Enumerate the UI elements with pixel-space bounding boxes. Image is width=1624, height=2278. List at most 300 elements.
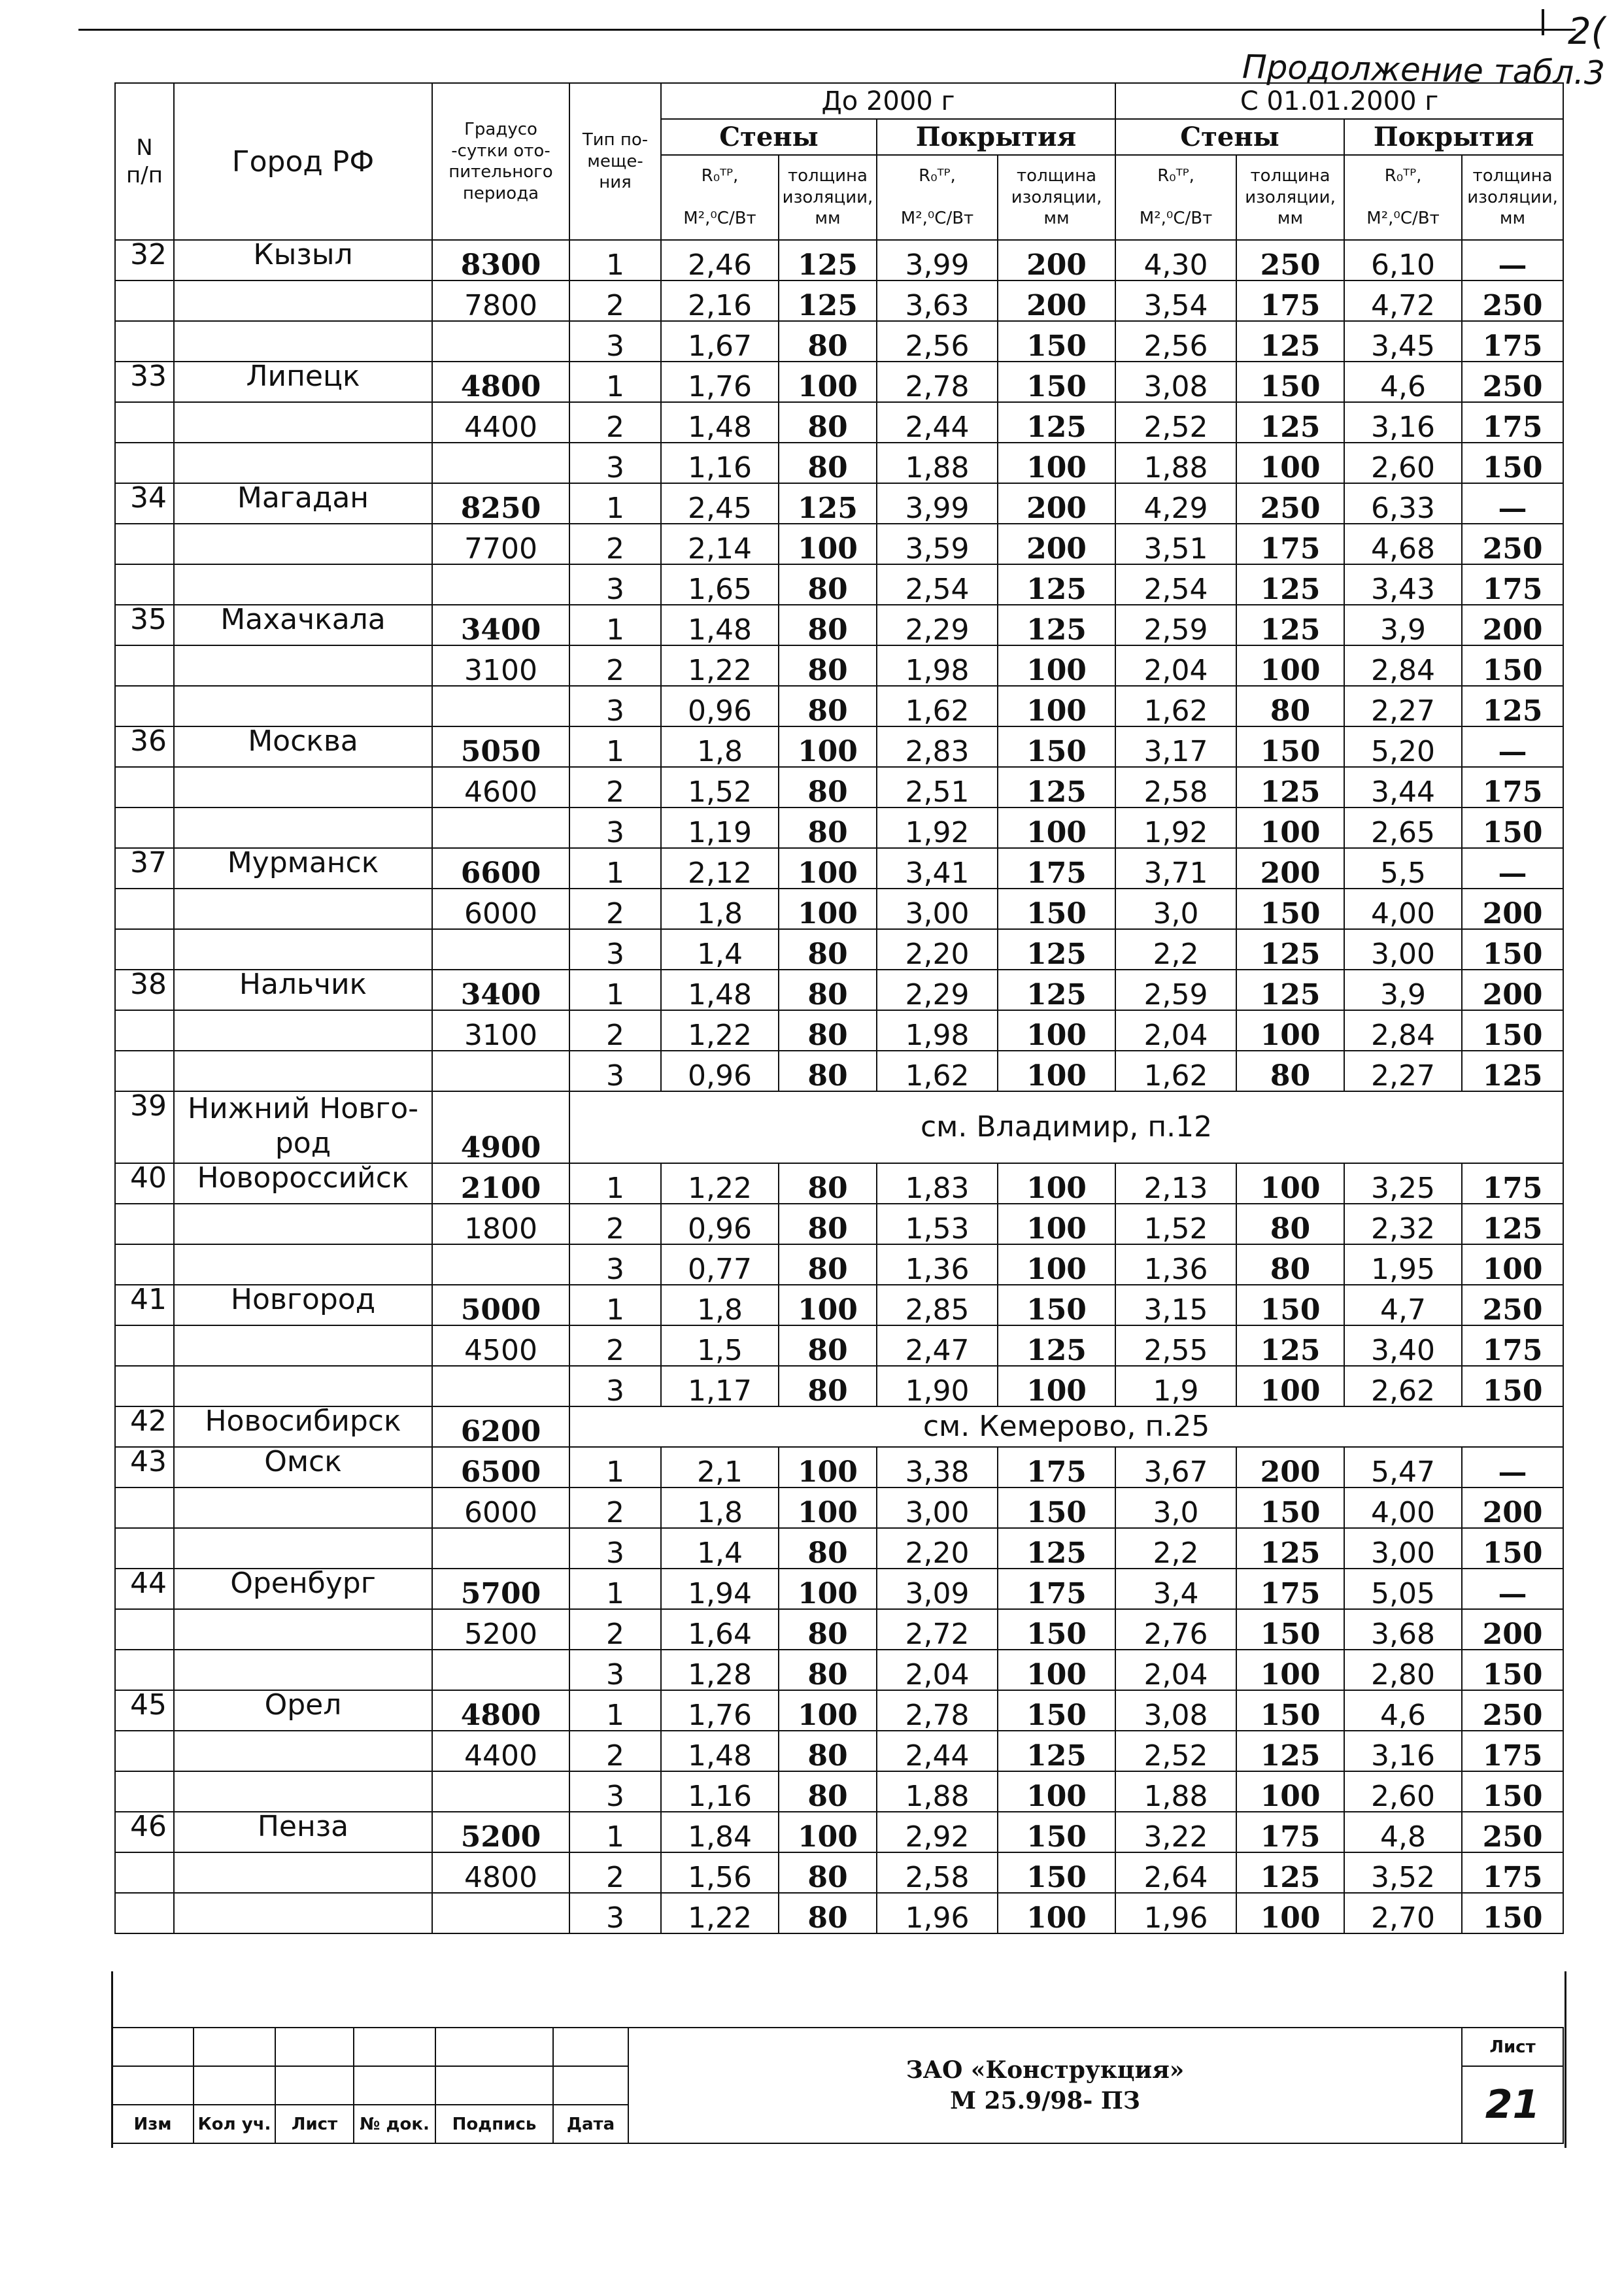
cell-r1t: 150 xyxy=(998,1812,1115,1852)
cell-w1r: 2,16 xyxy=(661,280,779,321)
cell-gsop: 4800 xyxy=(432,1852,569,1893)
table-row xyxy=(115,1690,1563,1731)
table-row xyxy=(115,1010,1563,1051)
cell-gsop: 5200 xyxy=(432,1609,569,1650)
roofs-header-2 xyxy=(1344,119,1563,155)
cell-w1r: 1,48 xyxy=(661,402,779,443)
cell-gsop: 6000 xyxy=(432,889,569,929)
cell-r2t: 175 xyxy=(1462,321,1563,362)
cell-w2t: 250 xyxy=(1236,240,1344,280)
cell-w1t: 100 xyxy=(779,848,877,889)
cell-r2r: 1,95 xyxy=(1344,1244,1462,1285)
cell-r1t: 150 xyxy=(998,1488,1115,1528)
cell-w2r: 1,92 xyxy=(1115,808,1236,848)
cell-r1r: 2,92 xyxy=(877,1812,998,1852)
cell-type: 1 xyxy=(569,362,661,402)
cell-w1t: 80 xyxy=(779,605,877,645)
cell-w2r: 3,71 xyxy=(1115,848,1236,889)
cell-city xyxy=(174,280,432,321)
cell-gsop: 4400 xyxy=(432,402,569,443)
walls-r-header-1 xyxy=(661,155,779,240)
cell-w1t: 80 xyxy=(779,808,877,848)
table-row xyxy=(115,443,1563,483)
cell-city: Мурманск xyxy=(174,848,432,889)
cell-type: 1 xyxy=(569,970,661,1010)
cell-gsop: 1800 xyxy=(432,1204,569,1244)
cell-w1r: 2,45 xyxy=(661,483,779,524)
cell-r1r: 3,59 xyxy=(877,524,998,564)
cell-n xyxy=(115,1650,174,1690)
insulation-table xyxy=(114,82,1564,1934)
walls-header-2-text: Стены xyxy=(1180,121,1279,152)
cell-n: 36 xyxy=(115,726,174,767)
table-row xyxy=(115,1731,1563,1771)
cell-w2t: 150 xyxy=(1236,1609,1344,1650)
cell-gsop: 4800 xyxy=(432,362,569,402)
cell-n xyxy=(115,1366,174,1406)
cell-r2t: — xyxy=(1462,240,1563,280)
cell-w2t: 200 xyxy=(1236,1447,1344,1488)
cell-type: 3 xyxy=(569,1528,661,1569)
cell-r1t: 125 xyxy=(998,402,1115,443)
cell-w2t: 100 xyxy=(1236,1893,1344,1933)
cell-r1t: 200 xyxy=(998,524,1115,564)
cell-r1t: 150 xyxy=(998,321,1115,362)
stamp-cell xyxy=(553,2028,628,2066)
table-row xyxy=(115,483,1563,524)
cell-w1t: 100 xyxy=(779,1488,877,1528)
cell-type: 3 xyxy=(569,1893,661,1933)
cell-r2t: 100 xyxy=(1462,1244,1563,1285)
cell-w1r: 1,4 xyxy=(661,929,779,970)
table-row xyxy=(115,1528,1563,1569)
cell-gsop: 8250 xyxy=(432,483,569,524)
cell-city: Кызыл xyxy=(174,240,432,280)
cell-w1t: 80 xyxy=(779,1010,877,1051)
cell-w2t: 100 xyxy=(1236,1650,1344,1690)
cell-type: 1 xyxy=(569,605,661,645)
stamp-cell xyxy=(435,2066,553,2105)
cell-city xyxy=(174,645,432,686)
cell-w2t: 80 xyxy=(1236,1051,1344,1091)
cell-gsop: 7800 xyxy=(432,280,569,321)
cell-w1t: 100 xyxy=(779,1812,877,1852)
cell-w2r: 3,0 xyxy=(1115,889,1236,929)
cell-r1t: 150 xyxy=(998,726,1115,767)
cell-w1t: 80 xyxy=(779,686,877,726)
col-city-header xyxy=(174,83,432,240)
cell-w1t: 125 xyxy=(779,240,877,280)
cell-w1t: 80 xyxy=(779,1609,877,1650)
cell-type: 1 xyxy=(569,726,661,767)
cell-w1t: 80 xyxy=(779,1650,877,1690)
cell-w1r: 1,5 xyxy=(661,1325,779,1366)
cell-w1t: 80 xyxy=(779,1731,877,1771)
page-corner-number: 2( xyxy=(1568,10,1606,53)
table-row xyxy=(115,564,1563,605)
cell-city: Махачкала xyxy=(174,605,432,645)
cell-r2r: 3,16 xyxy=(1344,1731,1462,1771)
top-rule xyxy=(78,29,1576,31)
cell-w1r: 1,28 xyxy=(661,1650,779,1690)
cell-n xyxy=(115,645,174,686)
cell-r2t: 250 xyxy=(1462,362,1563,402)
table-row xyxy=(115,726,1563,767)
cell-w1r: 2,14 xyxy=(661,524,779,564)
cell-w2r: 2,54 xyxy=(1115,564,1236,605)
cell-gsop: 3400 xyxy=(432,605,569,645)
cell-r1t: 100 xyxy=(998,1204,1115,1244)
table-row xyxy=(115,240,1563,280)
cell-r2t: 200 xyxy=(1462,1488,1563,1528)
cell-gsop: 8300 xyxy=(432,240,569,280)
table-row xyxy=(115,362,1563,402)
roofs-r-header-1-text: R₀ᵀᴾ, М²,⁰С/Вт xyxy=(900,166,974,229)
period-before-2000-header xyxy=(661,83,1115,119)
table-row xyxy=(115,1244,1563,1285)
roofs-r-header-1 xyxy=(877,155,998,240)
cell-n: 45 xyxy=(115,1690,174,1731)
cell-r2r: 3,68 xyxy=(1344,1609,1462,1650)
cell-gsop: 6000 xyxy=(432,1488,569,1528)
cell-w2t: 150 xyxy=(1236,1690,1344,1731)
cell-r1r: 3,00 xyxy=(877,889,998,929)
cell-n: 43 xyxy=(115,1447,174,1488)
cell-w2r: 1,62 xyxy=(1115,1051,1236,1091)
cell-r1t: 125 xyxy=(998,1325,1115,1366)
cell-r2r: 4,00 xyxy=(1344,1488,1462,1528)
cell-w1r: 1,19 xyxy=(661,808,779,848)
cell-r1r: 1,88 xyxy=(877,1771,998,1812)
cell-r2t: 250 xyxy=(1462,1690,1563,1731)
roofs-header-1-text: Покрытия xyxy=(915,121,1077,152)
cell-r2r: 6,33 xyxy=(1344,483,1462,524)
cell-r1t: 150 xyxy=(998,1690,1115,1731)
table-row xyxy=(115,929,1563,970)
cell-city xyxy=(174,1204,432,1244)
cell-type: 2 xyxy=(569,1204,661,1244)
cell-w2t: 175 xyxy=(1236,524,1344,564)
cell-r2r: 3,00 xyxy=(1344,1528,1462,1569)
cell-w1r: 1,8 xyxy=(661,726,779,767)
cell-r1r: 3,63 xyxy=(877,280,998,321)
cell-r2r: 2,62 xyxy=(1344,1366,1462,1406)
cell-type: 3 xyxy=(569,564,661,605)
cell-r2t: 150 xyxy=(1462,1771,1563,1812)
cell-city xyxy=(174,686,432,726)
cell-r1r: 2,29 xyxy=(877,970,998,1010)
cell-w2t: 125 xyxy=(1236,321,1344,362)
cell-r1r: 3,41 xyxy=(877,848,998,889)
cell-r2r: 2,65 xyxy=(1344,808,1462,848)
stamp-cell xyxy=(275,2028,354,2066)
cell-w1t: 100 xyxy=(779,1447,877,1488)
cell-city xyxy=(174,1244,432,1285)
roofs-r-header-2-text: R₀ᵀᴾ, М²,⁰С/Вт xyxy=(1366,166,1440,229)
cell-n xyxy=(115,443,174,483)
cell-r2r: 3,9 xyxy=(1344,605,1462,645)
cell-n: 35 xyxy=(115,605,174,645)
table-row xyxy=(115,1406,1563,1447)
col-room-type-header xyxy=(569,83,661,240)
cell-w2t: 80 xyxy=(1236,1244,1344,1285)
cell-w2t: 100 xyxy=(1236,1366,1344,1406)
cell-w1r: 1,84 xyxy=(661,1812,779,1852)
cell-w2t: 125 xyxy=(1236,929,1344,970)
cell-city xyxy=(174,889,432,929)
cell-r1t: 125 xyxy=(998,1731,1115,1771)
roofs-header-2-text: Покрытия xyxy=(1373,121,1534,152)
table-row xyxy=(115,686,1563,726)
table-row xyxy=(115,1893,1563,1933)
stamp-cell xyxy=(112,2028,194,2066)
cell-r2t: 200 xyxy=(1462,605,1563,645)
cell-r1r: 1,62 xyxy=(877,686,998,726)
cell-w2t: 175 xyxy=(1236,280,1344,321)
sheet-number-cell xyxy=(1462,2066,1563,2143)
cell-r1r: 1,98 xyxy=(877,645,998,686)
cell-w2t: 125 xyxy=(1236,1528,1344,1569)
cell-type: 1 xyxy=(569,1447,661,1488)
cell-r2r: 2,70 xyxy=(1344,1893,1462,1933)
cell-w1r: 0,77 xyxy=(661,1244,779,1285)
cell-r2t: 150 xyxy=(1462,1650,1563,1690)
cell-w2t: 150 xyxy=(1236,1488,1344,1528)
cell-w2t: 125 xyxy=(1236,970,1344,1010)
cell-n xyxy=(115,889,174,929)
cell-w1r: 1,22 xyxy=(661,1893,779,1933)
cell-r2t: — xyxy=(1462,483,1563,524)
cell-city xyxy=(174,1010,432,1051)
table-row xyxy=(115,402,1563,443)
cell-city: Липецк xyxy=(174,362,432,402)
cell-n xyxy=(115,1893,174,1933)
table-row xyxy=(115,1163,1563,1204)
cell-city xyxy=(174,808,432,848)
cell-w1r: 1,65 xyxy=(661,564,779,605)
table-row xyxy=(115,1325,1563,1366)
cell-gsop xyxy=(432,1528,569,1569)
cell-r2t: 150 xyxy=(1462,808,1563,848)
cell-w1r: 1,22 xyxy=(661,645,779,686)
cell-type: 3 xyxy=(569,929,661,970)
cell-w2t: 80 xyxy=(1236,1204,1344,1244)
table-row xyxy=(115,1650,1563,1690)
cell-w2t: 100 xyxy=(1236,808,1344,848)
cell-r1t: 125 xyxy=(998,1528,1115,1569)
cell-city: Оренбург xyxy=(174,1569,432,1609)
cell-gsop: 5050 xyxy=(432,726,569,767)
cell-w2r: 3,54 xyxy=(1115,280,1236,321)
cell-r1t: 150 xyxy=(998,1609,1115,1650)
cell-r1r: 2,54 xyxy=(877,564,998,605)
cell-r1r: 2,58 xyxy=(877,1852,998,1893)
cell-w2r: 1,88 xyxy=(1115,1771,1236,1812)
cell-r1t: 150 xyxy=(998,1852,1115,1893)
cell-w2t: 175 xyxy=(1236,1569,1344,1609)
cell-gsop xyxy=(432,808,569,848)
cell-w2t: 80 xyxy=(1236,686,1344,726)
cell-w1r: 1,76 xyxy=(661,1690,779,1731)
stamp-label-kol: Кол уч. xyxy=(194,2105,275,2143)
table-row xyxy=(115,1447,1563,1488)
cell-r2t: 175 xyxy=(1462,1325,1563,1366)
cell-r2r: 5,47 xyxy=(1344,1447,1462,1488)
cell-w2r: 2,64 xyxy=(1115,1852,1236,1893)
cell-n xyxy=(115,1488,174,1528)
cell-r1r: 2,44 xyxy=(877,1731,998,1771)
cell-r2r: 4,6 xyxy=(1344,362,1462,402)
cell-gsop: 6500 xyxy=(432,1447,569,1488)
cell-r1t: 100 xyxy=(998,1650,1115,1690)
cell-r1t: 200 xyxy=(998,240,1115,280)
cell-r2t: 125 xyxy=(1462,1051,1563,1091)
cell-city xyxy=(174,1771,432,1812)
cell-r2r: 3,44 xyxy=(1344,767,1462,808)
table-row xyxy=(115,889,1563,929)
cell-type: 1 xyxy=(569,1569,661,1609)
walls-r-header-2 xyxy=(1115,155,1236,240)
cell-r2r: 2,27 xyxy=(1344,1051,1462,1091)
cell-city: Новгород xyxy=(174,1285,432,1325)
col-city-header-text: Город РФ xyxy=(231,144,375,178)
cell-w1t: 100 xyxy=(779,362,877,402)
cell-r1r: 1,90 xyxy=(877,1366,998,1406)
cell-r2t: 200 xyxy=(1462,970,1563,1010)
cell-r1t: 100 xyxy=(998,1893,1115,1933)
cell-w2r: 2,2 xyxy=(1115,1528,1236,1569)
cell-r1r: 2,51 xyxy=(877,767,998,808)
cell-city xyxy=(174,1325,432,1366)
cell-r2t: 200 xyxy=(1462,1609,1563,1650)
cell-r2r: 3,16 xyxy=(1344,402,1462,443)
cell-n xyxy=(115,1771,174,1812)
cell-gsop xyxy=(432,1366,569,1406)
stamp-cell xyxy=(194,2066,275,2105)
cell-w2r: 3,17 xyxy=(1115,726,1236,767)
cell-r2r: 2,84 xyxy=(1344,1010,1462,1051)
cell-city xyxy=(174,1731,432,1771)
cell-n xyxy=(115,1852,174,1893)
cell-w2t: 125 xyxy=(1236,1325,1344,1366)
cell-type: 3 xyxy=(569,1366,661,1406)
cell-r1r: 3,99 xyxy=(877,483,998,524)
cell-r1r: 1,96 xyxy=(877,1893,998,1933)
cell-r2r: 4,72 xyxy=(1344,280,1462,321)
cell-r1r: 2,29 xyxy=(877,605,998,645)
document-code: М 25.9/98- ПЗ xyxy=(950,2086,1140,2115)
stamp-cell xyxy=(435,2028,553,2066)
cell-w1t: 100 xyxy=(779,889,877,929)
cell-w2r: 2,04 xyxy=(1115,1650,1236,1690)
table-row xyxy=(115,1204,1563,1244)
cell-w2r: 3,51 xyxy=(1115,524,1236,564)
cell-w1t: 100 xyxy=(779,1690,877,1731)
cell-gsop: 4500 xyxy=(432,1325,569,1366)
cell-r2t: 250 xyxy=(1462,1812,1563,1852)
cell-gsop: 3400 xyxy=(432,970,569,1010)
cell-gsop xyxy=(432,1244,569,1285)
cell-r2r: 4,00 xyxy=(1344,889,1462,929)
table-row xyxy=(115,1091,1563,1163)
table-continuation-caption: Продолжение табл.3 xyxy=(1242,48,1606,92)
cell-r2r: 6,10 xyxy=(1344,240,1462,280)
cell-r1r: 2,04 xyxy=(877,1650,998,1690)
cell-r1r: 1,53 xyxy=(877,1204,998,1244)
cell-r1r: 1,98 xyxy=(877,1010,998,1051)
cell-gsop xyxy=(432,686,569,726)
cell-r1t: 175 xyxy=(998,848,1115,889)
cell-r1t: 100 xyxy=(998,1163,1115,1204)
cell-gsop: 4800 xyxy=(432,1690,569,1731)
cell-n xyxy=(115,1609,174,1650)
cell-n: 44 xyxy=(115,1569,174,1609)
walls-thickness-header-2-text: толщина изоляции, мм xyxy=(1245,166,1336,229)
table-row xyxy=(115,1569,1563,1609)
cell-gsop: 4400 xyxy=(432,1731,569,1771)
cell-city: Нижний Новго- род xyxy=(174,1091,432,1163)
cell-w1t: 80 xyxy=(779,1163,877,1204)
cell-type: 2 xyxy=(569,889,661,929)
cell-r1t: 100 xyxy=(998,1366,1115,1406)
cell-w2r: 3,08 xyxy=(1115,1690,1236,1731)
cell-w1t: 125 xyxy=(779,280,877,321)
table-row xyxy=(115,767,1563,808)
cell-w2t: 150 xyxy=(1236,889,1344,929)
table-row xyxy=(115,280,1563,321)
cell-w2r: 3,22 xyxy=(1115,1812,1236,1852)
cell-w1r: 1,22 xyxy=(661,1163,779,1204)
cell-w1t: 80 xyxy=(779,1852,877,1893)
cell-city xyxy=(174,402,432,443)
cell-city xyxy=(174,1051,432,1091)
cell-r2r: 5,5 xyxy=(1344,848,1462,889)
cell-r1r: 1,92 xyxy=(877,808,998,848)
cell-n xyxy=(115,321,174,362)
cell-r2t: 250 xyxy=(1462,280,1563,321)
cell-type: 3 xyxy=(569,1051,661,1091)
cell-w1t: 80 xyxy=(779,402,877,443)
cell-w1t: 80 xyxy=(779,1528,877,1569)
cell-r2t: 175 xyxy=(1462,402,1563,443)
cell-n: 32 xyxy=(115,240,174,280)
cell-w1t: 80 xyxy=(779,443,877,483)
cell-w1r: 2,46 xyxy=(661,240,779,280)
cell-r2t: 175 xyxy=(1462,564,1563,605)
cell-r1t: 100 xyxy=(998,443,1115,483)
cell-r2r: 2,27 xyxy=(1344,686,1462,726)
cell-n xyxy=(115,402,174,443)
table-row xyxy=(115,524,1563,564)
cell-type: 2 xyxy=(569,1488,661,1528)
table-row xyxy=(115,1609,1563,1650)
cell-city: Новороссийск xyxy=(174,1163,432,1204)
cell-w1r: 1,76 xyxy=(661,362,779,402)
cell-r2t: 150 xyxy=(1462,1528,1563,1569)
cell-r1t: 100 xyxy=(998,645,1115,686)
cell-r2r: 5,05 xyxy=(1344,1569,1462,1609)
cell-r1t: 125 xyxy=(998,564,1115,605)
cell-w2r: 3,0 xyxy=(1115,1488,1236,1528)
cell-city xyxy=(174,1852,432,1893)
cell-r2t: 250 xyxy=(1462,1285,1563,1325)
period-before-2000-text: До 2000 г xyxy=(821,86,955,116)
cell-r1r: 2,72 xyxy=(877,1609,998,1650)
cell-w2r: 2,52 xyxy=(1115,1731,1236,1771)
cell-r2r: 4,8 xyxy=(1344,1812,1462,1852)
cell-w2r: 2,76 xyxy=(1115,1609,1236,1650)
cell-w1t: 100 xyxy=(779,1569,877,1609)
